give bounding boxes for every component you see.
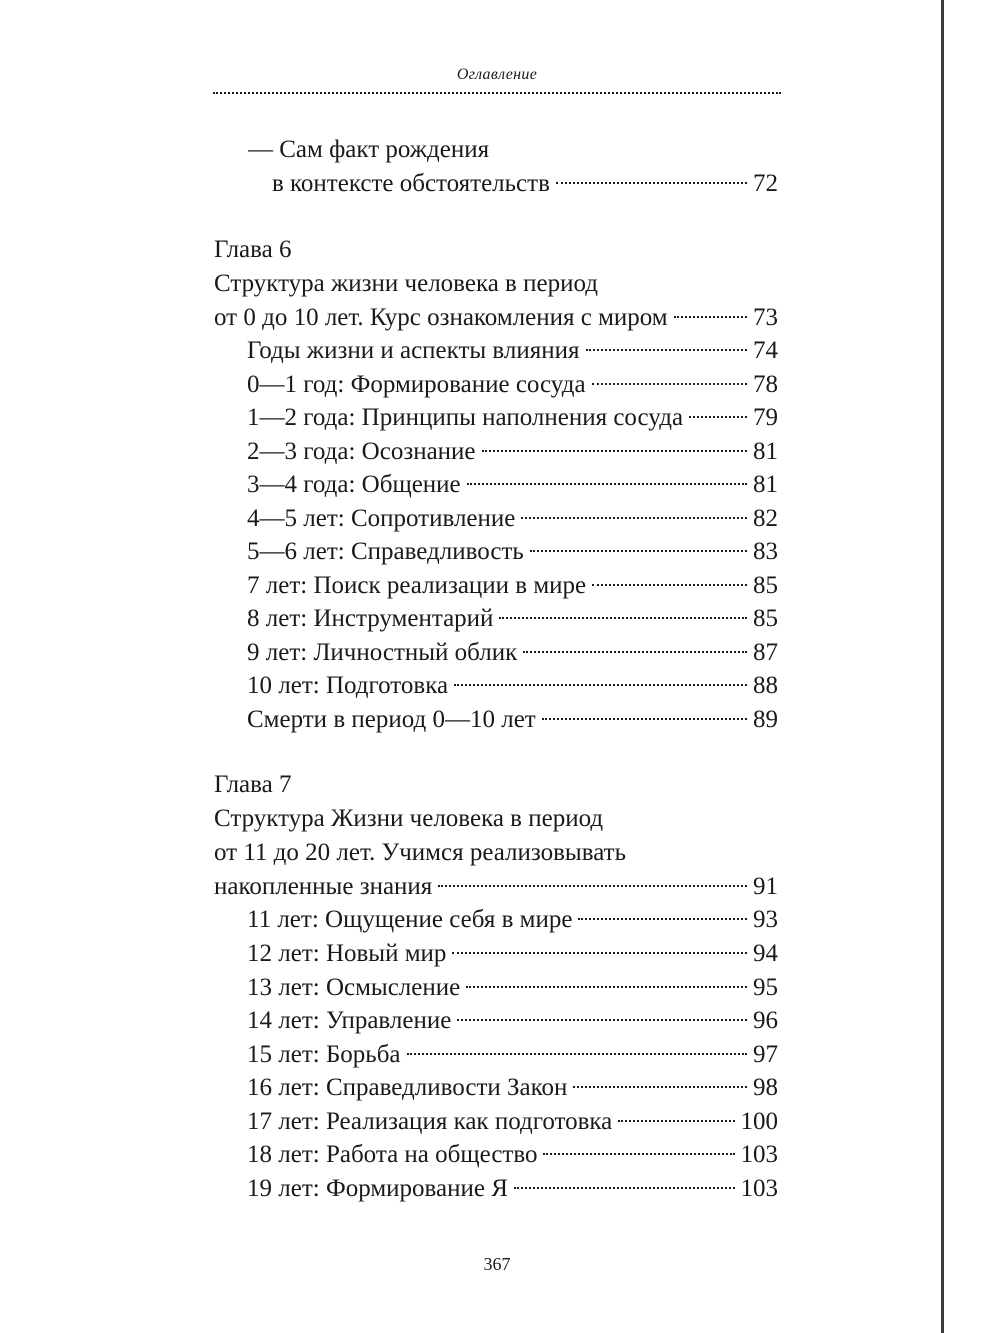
toc-entry[interactable] xyxy=(272,169,778,199)
toc-entry-page: 89 xyxy=(753,706,778,733)
toc-entry[interactable] xyxy=(247,973,778,1003)
toc-entry-page: 98 xyxy=(753,1074,778,1101)
dot-leader xyxy=(467,483,747,485)
dot-leader xyxy=(466,986,747,988)
toc-entry-page: 85 xyxy=(753,605,778,632)
toc-entry[interactable] xyxy=(247,671,778,701)
chapter-title-last: накопленные знания xyxy=(214,873,433,900)
dot-leader xyxy=(689,416,747,418)
toc-entry-page: 78 xyxy=(753,371,778,398)
toc-entry-title: 19 лет: Формирование Я xyxy=(247,1175,508,1202)
dot-leader xyxy=(482,450,747,452)
toc-entry-page: 72 xyxy=(753,170,778,197)
dot-leader xyxy=(521,517,747,519)
dot-leader xyxy=(543,1153,734,1155)
dot-leader xyxy=(592,383,747,385)
chapter-label: Глава 7 xyxy=(214,771,292,798)
toc-entry-page: 93 xyxy=(753,906,778,933)
dot-leader xyxy=(523,651,747,653)
chapter-entry[interactable] xyxy=(214,872,778,902)
toc-entry[interactable] xyxy=(247,403,778,433)
toc-entry-page: 94 xyxy=(753,940,778,967)
dot-leader xyxy=(592,584,747,586)
chapter-label: Глава 6 xyxy=(214,236,292,263)
toc-entry[interactable] xyxy=(247,705,778,735)
toc-entry-page: 74 xyxy=(753,337,778,364)
dot-leader xyxy=(454,684,747,686)
toc-entry-title: 5—6 лет: Справедливость xyxy=(247,538,524,565)
toc-entry[interactable] xyxy=(247,939,778,969)
toc-entry-title: 18 лет: Работа на общество xyxy=(247,1141,538,1168)
toc-entry[interactable] xyxy=(247,504,778,534)
toc-entry-page: 100 xyxy=(740,1108,778,1135)
toc-entry[interactable] xyxy=(247,470,778,500)
dot-leader xyxy=(674,316,747,318)
toc-entry-page: 88 xyxy=(753,672,778,699)
toc-entry[interactable] xyxy=(247,1140,778,1170)
toc-entry-page: 79 xyxy=(753,404,778,431)
toc-entry-page: 103 xyxy=(740,1175,778,1202)
toc-entry-title: 2—3 года: Осознание xyxy=(247,438,476,465)
chapter-title-line: Структура Жизни человека в период xyxy=(214,805,604,832)
dot-leader xyxy=(618,1120,734,1122)
toc-entry-page: 82 xyxy=(753,505,778,532)
toc-entry[interactable] xyxy=(247,1040,778,1070)
dot-leader xyxy=(452,952,747,954)
dot-leader xyxy=(586,349,747,351)
dot-leader xyxy=(542,718,747,720)
toc-entry-title: 3—4 года: Общение xyxy=(247,471,461,498)
toc-entry-title: 7 лет: Поиск реализации в мире xyxy=(247,572,587,599)
dot-leader xyxy=(457,1019,747,1021)
toc-entry[interactable] xyxy=(247,571,778,601)
toc-entry-title: Годы жизни и аспекты влияния xyxy=(247,337,580,364)
chapter-title-last: от 0 до 10 лет. Курс ознакомления с миром xyxy=(214,304,668,331)
toc-entry-title: 4—5 лет: Сопротивление xyxy=(247,505,516,532)
toc-entry[interactable] xyxy=(247,1174,778,1204)
toc-entry[interactable] xyxy=(247,905,778,935)
toc-entry[interactable] xyxy=(247,1107,778,1137)
dot-leader xyxy=(573,1086,747,1088)
dot-leader xyxy=(514,1187,735,1189)
toc-entry-title: 14 лет: Управление xyxy=(247,1007,452,1034)
chapter-page: 91 xyxy=(753,873,778,900)
toc-entry-title: 9 лет: Личностный облик xyxy=(247,639,518,666)
dot-leader xyxy=(556,182,747,184)
chapter-entry[interactable] xyxy=(214,303,778,333)
toc-entry-page: 87 xyxy=(753,639,778,666)
page-edge xyxy=(941,0,944,1333)
toc-entry-title: в контексте обстоятельств xyxy=(272,170,550,197)
toc-entry-page: 81 xyxy=(753,471,778,498)
toc-entry[interactable] xyxy=(247,604,778,634)
dot-leader xyxy=(438,885,747,887)
toc-entry-title: 16 лет: Справедливости Закон xyxy=(247,1074,568,1101)
toc-entry-page: 83 xyxy=(753,538,778,565)
toc-entry-title: 0—1 год: Формирование сосуда xyxy=(247,371,586,398)
page-number: 367 xyxy=(483,1254,511,1274)
running-head: Оглавление xyxy=(456,66,538,83)
toc-entry-page: 97 xyxy=(753,1041,778,1068)
toc-entry[interactable] xyxy=(247,437,778,467)
toc-entry-page: 103 xyxy=(740,1141,778,1168)
toc-entry[interactable] xyxy=(247,537,778,567)
toc-entry-title: 10 лет: Подготовка xyxy=(247,672,449,699)
toc-entry-page: 95 xyxy=(753,974,778,1001)
toc-entry-title: 15 лет: Борьба xyxy=(247,1041,401,1068)
chapter-title-line: Структура жизни человека в период xyxy=(214,270,598,297)
dot-leader xyxy=(499,617,747,619)
chapter-title-line: от 11 до 20 лет. Учимся реализовывать xyxy=(214,839,626,866)
toc-entry-page: 85 xyxy=(753,572,778,599)
toc-entry-title: 11 лет: Ощущение себя в мире xyxy=(247,906,573,933)
toc-entry[interactable] xyxy=(247,370,778,400)
chapter-page: 73 xyxy=(753,304,778,331)
toc-entry-title: Смерти в период 0—10 лет xyxy=(247,706,536,733)
toc-entry-title: 17 лет: Реализация как подготовка xyxy=(247,1108,613,1135)
toc-entry[interactable] xyxy=(247,638,778,668)
toc-intro-line-1: — Сам факт рождения xyxy=(248,136,490,163)
toc-entry-title: 8 лет: Инструментарий xyxy=(247,605,494,632)
dot-leader xyxy=(578,918,747,920)
toc-entry-page: 96 xyxy=(753,1007,778,1034)
toc-entry-page: 81 xyxy=(753,438,778,465)
toc-entry[interactable] xyxy=(247,336,778,366)
toc-entry[interactable] xyxy=(247,1073,778,1103)
toc-entry-title: 1—2 года: Принципы наполнения сосуда xyxy=(247,404,684,431)
dot-leader xyxy=(530,550,747,552)
toc-entry[interactable] xyxy=(247,1006,778,1036)
toc-entry-title: 13 лет: Осмысление xyxy=(247,974,461,1001)
dot-leader xyxy=(407,1053,747,1055)
header-rule xyxy=(213,92,781,94)
toc-entry-title: 12 лет: Новый мир xyxy=(247,940,447,967)
